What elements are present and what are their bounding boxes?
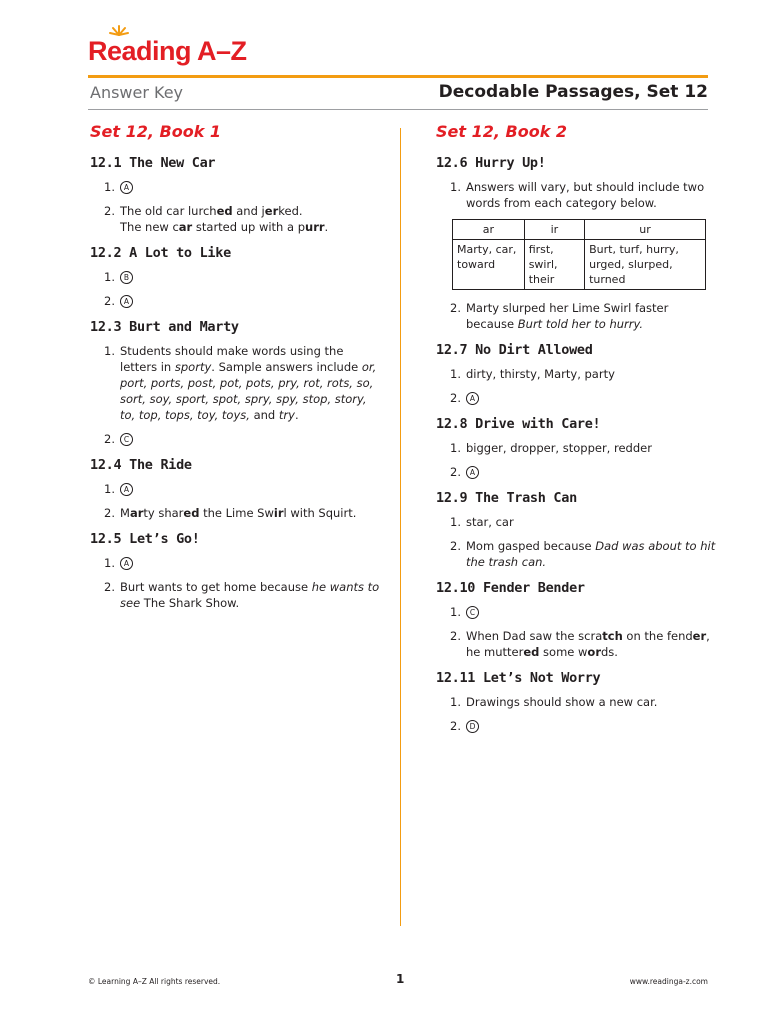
answer-emphasis-bold: or <box>587 645 601 659</box>
passage-section <box>90 245 380 309</box>
answer-item <box>90 505 380 521</box>
answer-choice-circle: C <box>466 606 479 619</box>
answer-emphasis-italic: Burt told her to hurry. <box>517 317 644 331</box>
answer-number: 2. <box>104 506 115 520</box>
answer-text <box>466 440 718 456</box>
passage-title: 12.1 The New Car <box>90 155 216 171</box>
answer-text-run: ds. <box>601 645 618 659</box>
answer-text-run: Burt wants to get home because <box>120 580 312 594</box>
answer-text-run: Marty slurped her Lime Swirl faster because <box>466 301 669 331</box>
answer-text <box>120 555 380 571</box>
answer-item <box>90 579 380 611</box>
answer-text <box>466 538 718 570</box>
answer-text-run: bigger, dropper, stopper, redder <box>466 441 652 455</box>
logo-text: Reading A–Z <box>88 36 247 66</box>
answer-item <box>436 366 718 382</box>
answer-emphasis-bold: ir <box>273 506 284 520</box>
header-rule-orange <box>88 75 708 78</box>
answer-number: 1. <box>104 556 115 570</box>
answer-number: 1. <box>450 515 461 529</box>
answer-number: 1. <box>104 270 115 284</box>
category-table <box>452 219 706 290</box>
answer-emphasis-bold: ed <box>523 645 540 659</box>
answer-choice-circle: B <box>120 271 133 284</box>
answer-text <box>120 431 380 447</box>
answer-text-run: and j <box>232 204 265 218</box>
answer-text-run: star, car <box>466 515 514 529</box>
category-table-header-row <box>453 220 706 240</box>
answer-text-run: started up with a p <box>192 220 306 234</box>
passage-section <box>436 490 718 570</box>
answer-choice-circle: A <box>120 295 133 308</box>
answer-choice-circle: A <box>466 466 479 479</box>
answer-emphasis-bold: urr <box>305 220 325 234</box>
answer-text <box>120 203 380 235</box>
answer-item <box>436 179 718 211</box>
answer-number: 1. <box>450 180 461 194</box>
passage-section <box>436 155 718 332</box>
answer-text <box>120 179 380 195</box>
passage-title: 12.3 Burt and Marty <box>90 319 239 335</box>
answer-text-run: . Sample answers include <box>211 360 362 374</box>
answer-item <box>436 718 718 734</box>
passage-title: 12.6 Hurry Up! <box>436 155 546 171</box>
answer-text <box>466 604 718 620</box>
answer-text <box>466 366 718 382</box>
answer-text-run: . <box>294 408 299 422</box>
answer-emphasis-bold: ed <box>183 506 200 520</box>
passage-title: 12.10 Fender Bender <box>436 580 585 596</box>
category-table-header: ar <box>453 220 525 240</box>
book-title: Set 12, Book 2 <box>436 122 568 141</box>
answer-text <box>120 579 380 611</box>
answer-item <box>90 431 380 447</box>
answer-text-run: . <box>324 220 329 234</box>
answer-emphasis-italic: Dad was about to hit the trash can. <box>466 539 716 569</box>
answer-item <box>436 300 718 332</box>
answer-choice-circle: A <box>120 483 133 496</box>
answer-text <box>120 481 380 497</box>
passage-section <box>90 319 380 447</box>
passage-title: 12.7 No Dirt Allowed <box>436 342 593 358</box>
answer-text <box>466 694 718 710</box>
passage-section <box>90 155 380 235</box>
answer-choice-circle: A <box>120 557 133 570</box>
passage-title: 12.2 A Lot to Like <box>90 245 231 261</box>
answer-emphasis-bold: er <box>692 629 707 643</box>
answer-item <box>90 555 380 571</box>
category-table-cell: Marty, car, toward <box>453 240 525 290</box>
category-table-cell: Burt, turf, hurry, urged, slurped, turned <box>585 240 706 290</box>
answer-number: 2. <box>450 391 461 405</box>
answer-number: 2. <box>104 204 115 218</box>
answer-text-run: l with Squirt. <box>283 506 357 520</box>
category-table-row <box>453 240 706 290</box>
column-divider <box>400 128 401 926</box>
answer-text-run: ty shar <box>143 506 184 520</box>
answer-number: 1. <box>450 695 461 709</box>
answer-number: 2. <box>104 580 115 594</box>
answer-emphasis-italic: or, port, ports, post, pot, pots, pry, rot, rots, so, sort, soy, sport, spot, spry, spy, stop, story, to, top, tops, toy, toys, <box>120 360 377 422</box>
passage-section <box>90 457 380 521</box>
answer-text <box>466 464 718 480</box>
answer-choice-circle: C <box>120 433 133 446</box>
answer-item <box>436 628 718 660</box>
left-column <box>90 122 380 621</box>
answer-emphasis-bold: ar <box>129 506 144 520</box>
answer-number: 2. <box>450 465 461 479</box>
answer-item <box>436 538 718 570</box>
answer-number: 1. <box>450 605 461 619</box>
passage-title: 12.5 Let’s Go! <box>90 531 200 547</box>
answer-item <box>90 179 380 195</box>
answer-item <box>90 269 380 285</box>
answer-text-run: dirty, thirsty, Marty, party <box>466 367 615 381</box>
category-table-header: ir <box>524 220 584 240</box>
answer-item <box>90 293 380 309</box>
category-table-cell: first, swirl, their <box>524 240 584 290</box>
answer-item <box>436 390 718 406</box>
answer-item <box>90 343 380 423</box>
copyright: © Learning A–Z All rights reserved. <box>88 977 221 986</box>
answer-emphasis-bold: tch <box>602 629 623 643</box>
answer-emphasis-italic: he wants to see <box>120 580 380 610</box>
answer-text <box>120 293 380 309</box>
doc-type-label: Answer Key <box>90 83 184 102</box>
answer-number: 2. <box>104 294 115 308</box>
answer-text <box>466 514 718 530</box>
answer-choice-circle: D <box>466 720 479 733</box>
answer-text <box>466 179 718 211</box>
answer-number: 1. <box>104 482 115 496</box>
answer-text-run: The Shark Show. <box>140 596 240 610</box>
answer-emphasis-italic: sporty <box>174 360 212 374</box>
answer-emphasis-bold: er <box>264 204 279 218</box>
passage-section <box>436 580 718 660</box>
answer-text-run: M <box>120 506 130 520</box>
answer-number: 2. <box>450 539 461 553</box>
answer-text-run: some w <box>539 645 588 659</box>
answer-text-run: When Dad saw the scra <box>466 629 603 643</box>
answer-text <box>466 628 718 660</box>
doc-title: Decodable Passages, Set 12 <box>438 82 708 102</box>
answer-text <box>466 300 718 332</box>
passage-section <box>90 531 380 611</box>
answer-text <box>120 269 380 285</box>
answer-text-run: and <box>249 408 279 422</box>
answer-item <box>90 203 380 235</box>
right-column <box>436 122 718 744</box>
answer-item <box>436 694 718 710</box>
answer-text-run: Answers will vary, but should include two words from each category below. <box>466 180 705 210</box>
answer-item <box>436 464 718 480</box>
answer-text-run: Mom gasped because <box>466 539 596 553</box>
passage-title: 12.8 Drive with Care! <box>436 416 601 432</box>
answer-emphasis-bold: ar <box>178 220 193 234</box>
passage-title: 12.9 The Trash Can <box>436 490 577 506</box>
answer-text-run: ked. <box>278 204 303 218</box>
answer-item <box>436 440 718 456</box>
answer-item <box>436 604 718 620</box>
answer-text-run: Students should make words using the letters in <box>120 344 344 374</box>
answer-text-run: The old car lurch <box>120 204 217 218</box>
passage-section <box>436 416 718 480</box>
book-title: Set 12, Book 1 <box>90 122 222 141</box>
answer-choice-circle: A <box>120 181 133 194</box>
answer-number: 2. <box>104 432 115 446</box>
answer-text-run: Drawings should show a new car. <box>466 695 658 709</box>
answer-choice-circle: A <box>466 392 479 405</box>
answer-text <box>466 718 718 734</box>
answer-number: 1. <box>450 367 461 381</box>
answer-number: 2. <box>450 301 461 315</box>
page-number: 1 <box>396 972 405 986</box>
passage-title: 12.4 The Ride <box>90 457 192 473</box>
answer-text-run: the Lime Sw <box>199 506 274 520</box>
answer-number: 1. <box>104 344 115 358</box>
website-link[interactable]: www.readinga-z.com <box>629 977 708 986</box>
answer-text-run: The new c <box>120 220 179 234</box>
answer-number: 2. <box>450 719 461 733</box>
answer-number: 1. <box>104 180 115 194</box>
answer-number: 1. <box>450 441 461 455</box>
answer-text <box>120 505 380 521</box>
answer-emphasis-bold: ed <box>216 204 233 218</box>
header-rule-gray <box>88 109 708 110</box>
passage-section <box>436 670 718 734</box>
passage-section <box>436 342 718 406</box>
sun-icon <box>109 24 129 36</box>
category-table-header: ur <box>585 220 706 240</box>
answer-number: 2. <box>450 629 461 643</box>
answer-emphasis-italic: try <box>278 408 295 422</box>
answer-text <box>120 343 380 423</box>
answer-text-run: on the fend <box>622 629 693 643</box>
answer-text <box>466 390 718 406</box>
answer-item <box>90 481 380 497</box>
answer-item <box>436 514 718 530</box>
passage-title: 12.11 Let’s Not Worry <box>436 670 601 686</box>
answer-text-run: , he mutter <box>466 629 710 659</box>
